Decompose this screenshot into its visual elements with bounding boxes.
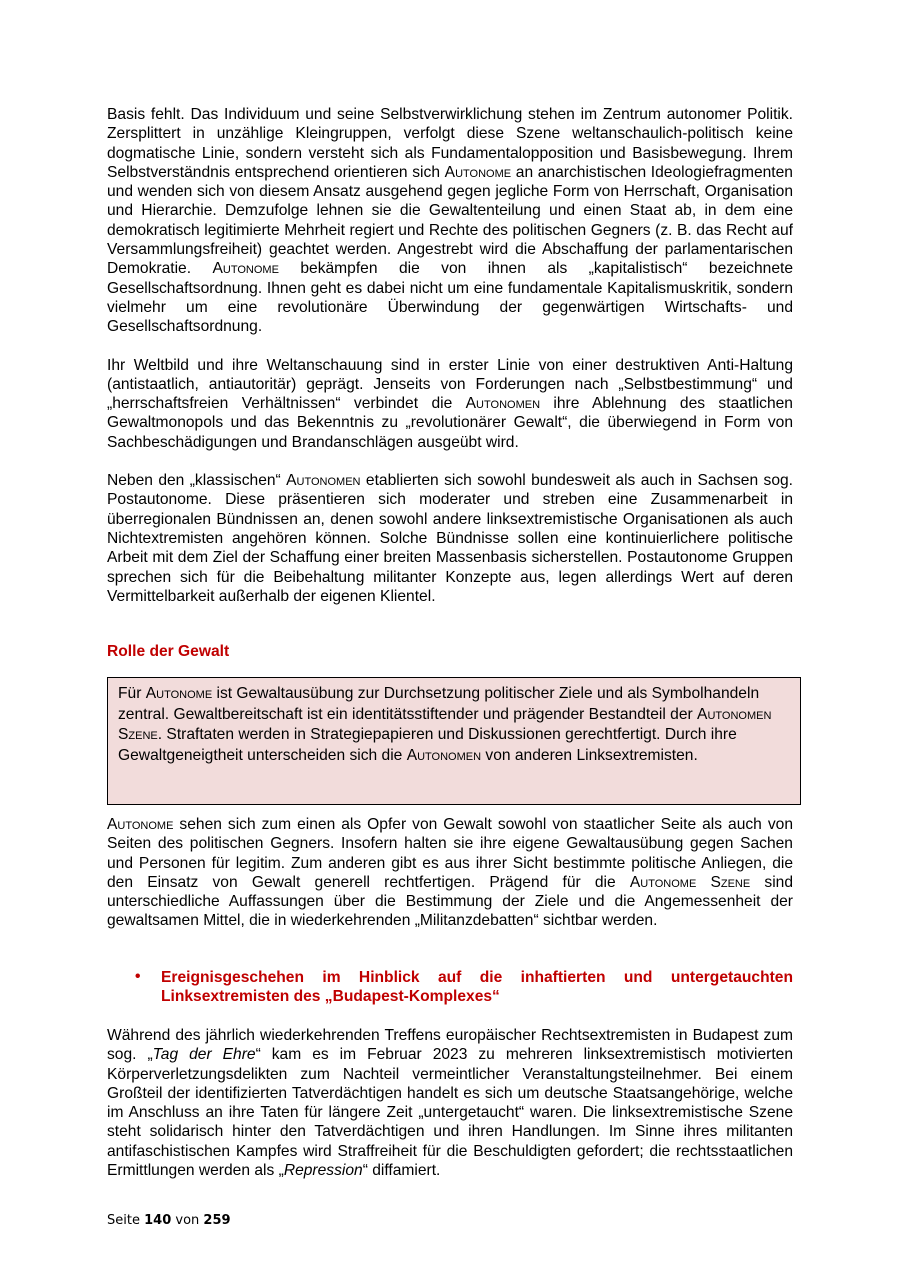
page-total: 259: [203, 1213, 231, 1228]
page-footer: Seite 140 von 259: [107, 1213, 231, 1228]
bullet-heading-text: Ereignisgeschehen im Hinblick auf die inhaftierten und untergetauchten Linksextremisten des „Budapest-Komplexes“: [161, 969, 793, 1006]
term-autonome: Autonome: [444, 163, 512, 181]
intro-section: [107, 105, 793, 606]
term-autonome: Autonome: [212, 260, 279, 278]
bullet-icon: •: [135, 968, 141, 985]
italic-term: Tag der Ehre: [152, 1046, 256, 1064]
term-autonomen-szene: Autonomen Szene: [118, 705, 772, 744]
term-autonomen: Autonomen: [465, 395, 541, 413]
page-number: 140: [144, 1213, 172, 1228]
paragraph-budapest: Während des jährlich wiederkehrenden Treffens europäischer Rechtsextremisten in Budapest zum sog. „Tag der Ehre“ kam es im Februar 2023 zu mehreren linksextremistisch motivierten Körperverletzungsdelikten zum Nachteil vermeintlicher Veranstaltungsteilnehmer. Bei einem Großteil der identifizierten Tatverdächtigen handelt es sich um deutsche Staatsangehörige, welche im Anschluss an ihre Taten für längere Zeit „untergetaucht“ waren. Die linksextremistische Szene steht solidarisch hinter den Tatverdächtigen und ihren Handlungen. Im Sinne ihres militanten antifaschistischen Kampfes wird Straffreiheit für die Beschuldigten gefordert; die rechtsstaatlichen Ermittlungen werden als „Repression“ diffamiert.: [107, 1027, 794, 1180]
term-autonome: Autonome: [145, 685, 213, 702]
paragraph-worldview: Ihr Weltbild und ihre Weltanschauung sind in erster Linie von einer destruktiven Anti-Haltung (antistaatlich, antiautoritär) geprägt. Jenseits von Forderungen nach „Selbstbestimmung“ und „herrschaftsfreien Verhältnissen“ verbindet die Autonomen ihre Ablehnung des staatlichen Gewaltmonopols und das Bekenntnis zu „revolutionärer Gewalt“, die überwiegend in Form von Sachbeschädigungen und Brandanschlägen ausgeübt wird.: [107, 356, 793, 451]
highlight-box: [107, 677, 801, 805]
section-heading: Rolle der Gewalt: [107, 643, 230, 660]
term-autonome: Autonome: [107, 816, 174, 833]
paragraph-autonome-politics: Basis fehlt. Das Individuum und seine Selbstverwirklichung stehen im Zentrum autonomer Politik. Zersplittert in unzählige Kleingruppen, verfolgt diese Szene weltanschaulich-politisch keine dogmatische Linie, sondern versteht sich als Fundamentalopposition und Basisbewegung. Ihrem Selbstverständnis entsprechend orientieren sich Autonome an anarchistischen Ideologiefragmenten und wenden sich von diesem Ansatz ausgehend gegen jegliche Form von Herrschaft, Organisation und Hierarchie. Demzufolge lehnen sie die Gewaltenteilung und einen Staat ab, in dem eine demokratisch legitimierte Mehrheit regiert und Rechte des politischen Gegners (z. B. das Recht auf Versammlungsfreiheit) geachtet werden. Angestrebt wird die Abschaffung der parlamentarischen Demokratie. Autonome bekämpfen die von ihnen als „kapitalistisch“ bezeichnete Gesellschaftsordnung. Ihnen geht es dabei nicht um eine fundamentale Kapitalismuskritik, sondern vielmehr um eine revolutionäre Überwindung der gegenwärtigen Wirtschafts- und Gesellschaftsordnung.: [107, 106, 793, 336]
paragraph-postautonome: Neben den „klassischen“ Autonomen etablierten sich sowohl bundesweit als auch in Sachsen sog. Postautonome. Diese präsentieren sich moderater und streben eine Zusammenarbeit in überregionalen Bündnissen an, denen sowohl andere linksextremistische Organisationen als auch Nichtextremisten angehören können. Solche Bündnisse sollen eine kontinuierlichere politische Arbeit mit dem Ziel der Schaffung einer breiten Massenbasis sicherstellen. Postautonome Gruppen sprechen sich für die Beibehaltung militanter Konzepte aus, legen allerdings Wert auf deren Vermittelbarkeit außerhalb der eigenen Klientel.: [107, 472, 793, 605]
term-autonome-szene: Autonome Szene: [629, 873, 751, 891]
italic-term: Repression: [283, 1162, 363, 1180]
bullet-heading: [107, 968, 793, 1007]
budapest-section: [107, 1026, 793, 1180]
paragraph-violence: Autonome sehen sich zum einen als Opfer von Gewalt sowohl von staatlicher Seite als auch von Seiten des politischen Gegners. Insofern halten sie ihre eigene Gewaltausübung gegen Sachen und Personen für legitim. Zum anderen gibt es aus ihrer Sicht bestimmte politische Anliegen, die den Einsatz von Gewalt generell rechtfertigen. Prägend für die Autonome Szene sind unterschiedliche Auffassungen über die Bestimmung der Ziele und die Angemessenheit der gewaltsamen Mittel, die in wiederkehrenden „Militanzdebatten“ sichtbar werden.: [107, 816, 794, 930]
highlight-text: Für Autonome ist Gewaltausübung zur Durchsetzung politischer Ziele und als Symbolhandeln zentral. Gewaltbereitschaft ist ein identitätsstiftender und prägender Bestandteil der Autonomen Szene. Straftaten werden in Strategiepapieren und Diskussionen gerechtfertigt. Durch ihre Gewaltgeneigtheit unterscheiden sich die Autonomen von anderen Linksextremisten.: [118, 685, 772, 764]
term-autonomen: Autonomen: [406, 746, 482, 764]
violence-section: [107, 815, 793, 931]
term-autonomen: Autonomen: [286, 472, 361, 490]
